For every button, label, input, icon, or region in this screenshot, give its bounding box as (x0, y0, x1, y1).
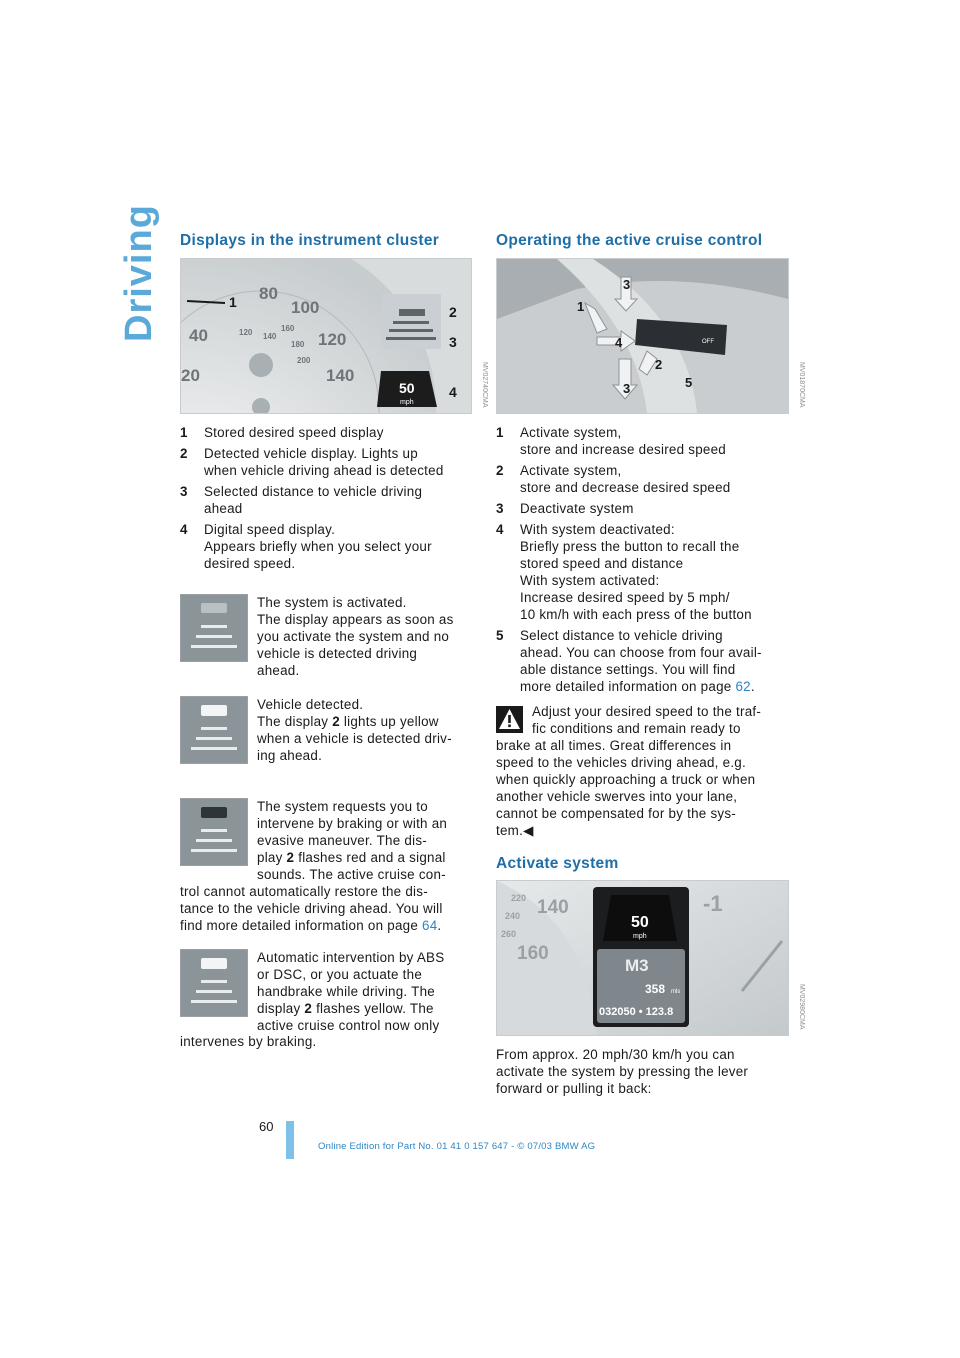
page-link-64[interactable]: 64 (422, 918, 438, 933)
fig2-range-unit: mls (671, 989, 681, 995)
callout-1: 1 (229, 294, 237, 310)
status-text-continued: intervenes by braking. (180, 1034, 317, 1049)
fig2-odometer: 032050 • 123.8 (599, 1006, 674, 1018)
warning-text-rest: brake at all times. Great differences in speed to the vehicles driving ahead, e.g. when quickly approaching a truck or when another vehicle swerves into your lane, cannot be compensated for by the sys- tem.◀ (496, 738, 756, 838)
list-item: 4 With system deactivated: Briefly press the button to recall the stored speed and distance With system activated: Increase desired speed by 5 mph/ 10 km/h with each press of the button (496, 522, 752, 622)
svg-text:180: 180 (291, 340, 305, 349)
svg-text:160: 160 (517, 943, 549, 964)
fig-speed: 50 (399, 380, 415, 396)
list-item: 5 Select distance to vehicle driving ahead. You can choose from four avail- able distance settings. You will find more detailed information on page 62. (496, 628, 762, 694)
status-text: The system requests you to intervene by braking or with an evasive maneuver. The dis- play 2 flashes red and a signal sounds. The active cruise con- (257, 799, 448, 882)
online-edition-note: Online Edition for Part No. 01 41 0 157 647 - © 07/03 BMW AG (318, 1141, 596, 1152)
acc-vehicle-detected-icon (180, 696, 248, 764)
status-text: Automatic intervention by ABS or DSC, or you actuate the handbrake while driving. The display 2 flashes yellow. The active cruise control now only (257, 950, 445, 1033)
cruise-lever-figure (496, 258, 789, 414)
svg-text:140: 140 (263, 332, 277, 341)
lever-callout-3a: 3 (623, 277, 631, 292)
fig2-unit: mph (633, 933, 647, 940)
activate-text: From approx. 20 mph/30 km/h you can activate the system by pressing the lever forward or pulling it back: (496, 1047, 749, 1096)
svg-text:100: 100 (291, 298, 320, 317)
svg-text:40: 40 (189, 326, 208, 345)
svg-text:20: 20 (181, 366, 200, 385)
list-item: 1 Activate system, store and increase desired speed (496, 425, 727, 457)
svg-text:80: 80 (259, 284, 278, 303)
svg-text:120: 120 (318, 330, 347, 349)
acc-no-vehicle-icon (180, 594, 248, 662)
fig2-speed: 50 (631, 914, 649, 931)
side-title-text: Driving (118, 204, 160, 342)
svg-text:140: 140 (326, 366, 355, 385)
status-text: Vehicle detected. The display 2 lights up yellow when a vehicle is detected driv- ing ahead. (257, 697, 452, 763)
svg-text:200: 200 (297, 356, 311, 365)
list-item: 1 Stored desired speed display (180, 425, 384, 440)
acc-intervene-icon (180, 798, 248, 866)
lever-callout-3b: 3 (623, 381, 631, 396)
fig-unit: mph (400, 399, 414, 406)
svg-text:160: 160 (281, 324, 295, 333)
warning-icon (496, 706, 523, 733)
list-item: 3 Deactivate system (496, 501, 634, 516)
svg-text:OFF: OFF (702, 339, 714, 345)
heading-activate-system: Activate system (496, 855, 619, 872)
svg-text:220: 220 (511, 893, 527, 903)
status-text-continued: trol cannot automatically restore the dis- tance to the vehicle driving ahead. You will find more detailed information on page 64. (180, 884, 443, 933)
fig2-model: M3 (625, 956, 649, 975)
list-item: 2 Activate system, store and decrease desired speed (496, 463, 731, 495)
display-legend-list (180, 424, 480, 576)
svg-text:260: 260 (501, 929, 517, 939)
list-item: 4 Digital speed display. Appears briefly when you select your desired speed. (180, 522, 432, 571)
svg-text:120: 120 (239, 328, 253, 337)
figure-code: MV02980CMA (798, 984, 805, 1030)
lever-callout-2: 2 (655, 357, 663, 372)
figure-code: MV01870CMA (798, 362, 805, 408)
warning-text-first: Adjust your desired speed to the traf- fic conditions and remain ready to (532, 704, 762, 736)
acc-intervention-icon (180, 949, 248, 1017)
heading-operating: Operating the active cruise control (496, 232, 763, 249)
svg-text:140: 140 (537, 897, 569, 918)
lever-legend-list (496, 424, 796, 699)
fig2-range: 358 (645, 982, 666, 996)
svg-text:240: 240 (505, 911, 521, 921)
svg-text:-1: -1 (703, 891, 723, 916)
lever-callout-4: 4 (615, 335, 623, 350)
lever-callout-1: 1 (577, 299, 585, 314)
callout-2: 2 (449, 304, 457, 320)
list-item: 3 Selected distance to vehicle driving ahead (180, 484, 423, 516)
section-side-title (112, 204, 160, 350)
page-link-62[interactable]: 62 (735, 679, 751, 694)
heading-displays: Displays in the instrument cluster (180, 232, 440, 249)
figure-code: MV02740CMA (481, 362, 488, 408)
list-item: 2 Detected vehicle display. Lights up when vehicle driving ahead is detected (180, 446, 444, 478)
instrument-cluster-figure (180, 258, 472, 414)
status-text: The system is activated. The display appears as soon as you activate the system and no vehicle is detected driving ahead. (257, 595, 454, 678)
lever-callout-5: 5 (685, 375, 693, 390)
callout-3: 3 (449, 334, 457, 350)
activate-display-figure (496, 880, 789, 1036)
callout-4: 4 (449, 384, 457, 400)
footer-accent-bar (286, 1121, 294, 1159)
page-number: 60 (259, 1119, 274, 1134)
